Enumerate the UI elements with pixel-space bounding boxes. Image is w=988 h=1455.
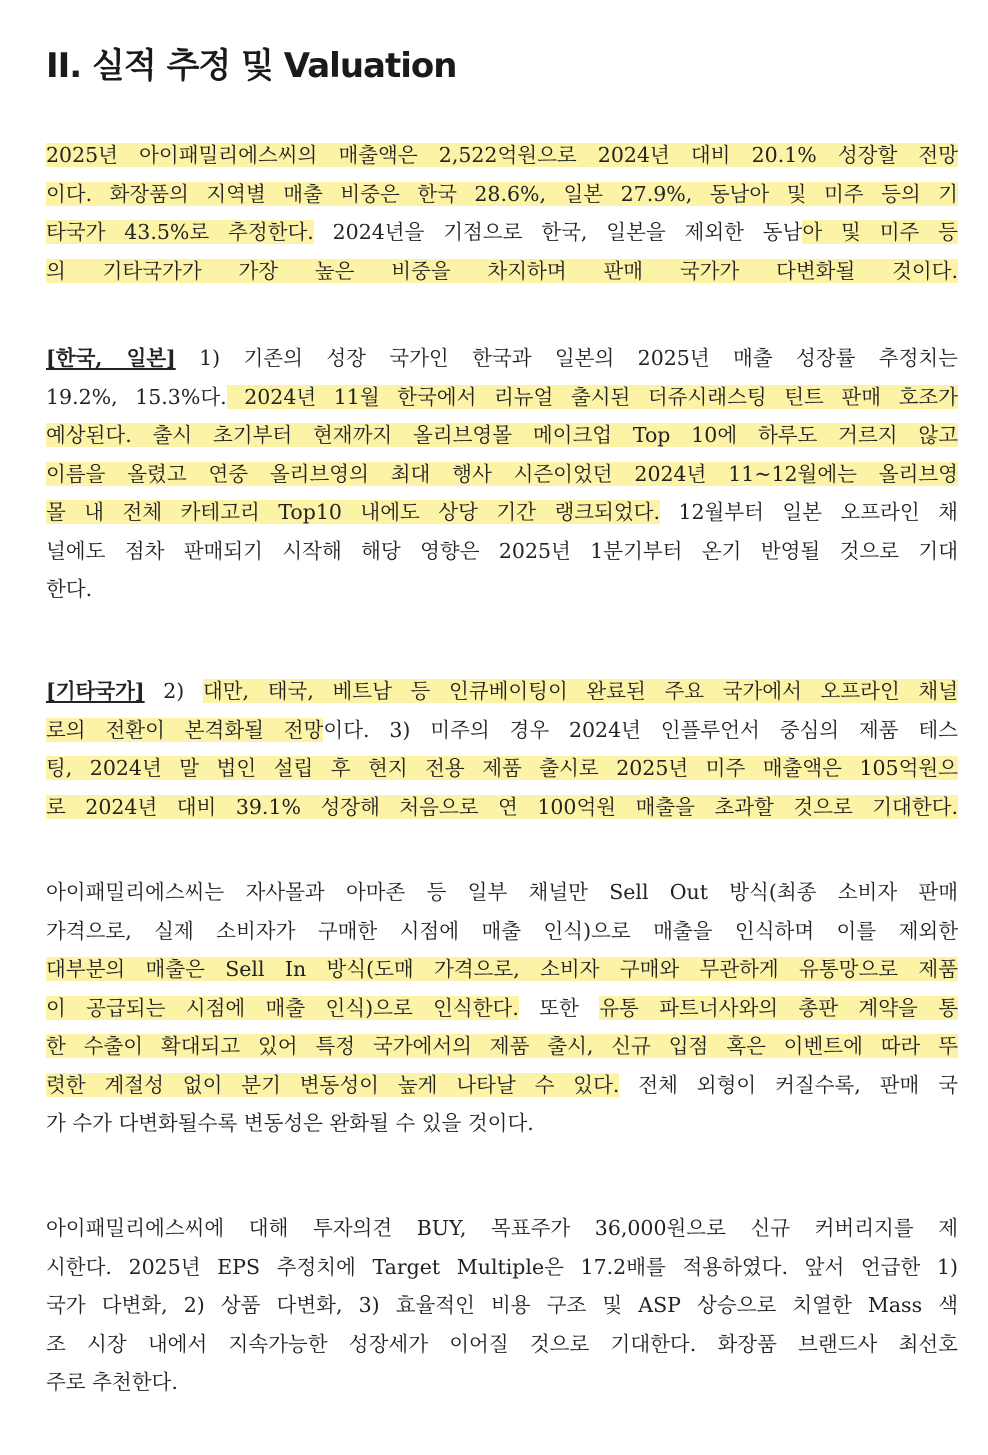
text-line <box>46 1252 958 1282</box>
highlighted-text: 2024년 11월 한국에서 리뉴얼 출시된 더쥬시래스팅 틴트 판매 호조가 <box>226 384 958 409</box>
text-line <box>46 676 958 706</box>
highlighted-text: 2025년 아이패밀리에스씨의 매출액은 2,522억원으로 2024년 대비 20.1% 성장할 전망 <box>46 143 958 167</box>
text-line <box>46 1070 958 1100</box>
text-segment: 조 시장 내에서 지속가능한 성장세가 이어질 것으로 기대한다. 화장품 브랜드사 최선호 <box>46 1331 958 1356</box>
text-line <box>46 217 958 247</box>
highlighted-text: 이 공급되는 시점에 매출 인식)으로 인식한다. <box>46 995 519 1020</box>
text-segment: 19.2%, 15.3%다. <box>46 384 227 409</box>
text-line <box>46 792 958 822</box>
text-line <box>46 715 958 745</box>
text-segment: 전체 외형이 커질수록, 판매 국 <box>619 1072 958 1097</box>
text-segment: 이다. 3) 미주의 경우 2024년 인플루언서 중심의 제품 테스 <box>323 717 958 742</box>
text-line <box>46 574 958 604</box>
text-segment: 국가 다변화, 2) 상품 다변화, 3) 효율적인 비용 구조 및 ASP 상승으로 치열한 Mass 색 <box>46 1293 958 1317</box>
section-label: [한국, 일본] <box>46 346 176 370</box>
text-segment: 아이패밀리에스씨에 대해 투자의견 BUY, 목표주가 36,000원으로 신규 커버리지를 제 <box>46 1216 958 1240</box>
highlighted-text: 한 수출이 확대되고 있어 특정 국가에서의 제품 출시, 신규 입점 혹은 이벤트에 따라 뚜 <box>46 1034 958 1058</box>
highlighted-text: 렷한 계절성 없이 분기 변동성이 높게 나타날 수 있다. <box>46 1072 620 1097</box>
highlighted-text: 팅, 2024년 말 법인 설립 후 현지 전용 제품 출시로 2025년 미주 매출액은 105억원으 <box>46 756 958 780</box>
text-line <box>46 753 958 783</box>
text-line <box>46 536 958 566</box>
text-line <box>46 993 958 1023</box>
text-segment: 1) 기존의 성장 국가인 한국과 일본의 2025년 매출 성장률 추정치는 <box>175 346 958 370</box>
section-label: [기타국가] <box>46 679 145 703</box>
text-segment: 2024년을 기점으로 한국, 일본을 제외한 동남 <box>313 220 803 244</box>
text-line <box>46 256 958 286</box>
text-line <box>46 1031 958 1061</box>
text-line <box>46 497 958 527</box>
text-line <box>46 877 958 907</box>
highlighted-text: 예상된다. 출시 초기부터 현재까지 올리브영몰 메이크업 Top 10에 하루도 거르지 않고 <box>46 423 958 447</box>
highlighted-text: 대만, 태국, 베트남 등 인큐베이팅이 완료된 주요 국가에서 오프라인 채널 <box>202 679 958 703</box>
text-line <box>46 1329 958 1359</box>
text-line <box>46 343 958 373</box>
highlighted-text: 의 기타국가가 가장 높은 비중을 차지하며 판매 국가가 다변화될 것이다. <box>46 258 958 283</box>
highlighted-text: 타국가 43.5%로 추정한다. <box>46 220 314 244</box>
text-segment: 주로 추천한다. <box>46 1370 178 1394</box>
text-segment: 12월부터 일본 오프라인 채 <box>659 500 958 524</box>
text-line <box>46 140 958 170</box>
text-line <box>46 1213 958 1243</box>
highlighted-text: 이름을 올렸고 연중 올리브영의 최대 행사 시즌이었던 2024년 11~12월에는 올리브영 <box>46 461 958 486</box>
highlighted-text: 유통 파트너사와의 총판 계약을 통 <box>599 995 958 1020</box>
section-heading: II. 실적 추정 및 Valuation <box>46 46 457 86</box>
text-segment: 시한다. 2025년 EPS 추정치에 Target Multiple은 17.2배를 적용하였다. 앞서 언급한 1) <box>46 1254 958 1279</box>
text-segment: 가 수가 다변화될수록 변동성은 완화될 수 있을 것이다. <box>46 1111 534 1135</box>
highlighted-text: 로의 전환이 본격화될 전망 <box>46 717 324 742</box>
highlighted-text: 이다. 화장품의 지역별 매출 비중은 한국 28.6%, 일본 27.9%, 동남아 및 미주 등의 기 <box>46 181 958 206</box>
text-line <box>46 1290 958 1320</box>
highlighted-text: 몰 내 전체 카테고리 Top10 내에도 상당 기간 랭크되었다. <box>46 500 660 524</box>
text-line <box>46 1108 958 1138</box>
text-line <box>46 179 958 209</box>
text-segment: 아이패밀리에스씨는 자사몰과 아마존 등 일부 채널만 Sell Out 방식(최종 소비자 판매 <box>46 880 958 904</box>
text-line <box>46 954 958 984</box>
text-segment: 2) <box>144 679 203 703</box>
text-line <box>46 916 958 946</box>
highlighted-text: 로 2024년 대비 39.1% 성장해 처음으로 연 100억원 매출을 초과할 것으로 기대한다. <box>46 794 958 819</box>
text-line <box>46 1367 958 1397</box>
text-segment: 또한 <box>518 995 600 1020</box>
highlighted-text: 아 및 미주 등 <box>802 220 958 244</box>
text-line <box>46 459 958 489</box>
text-segment: 가격으로, 실제 소비자가 구매한 시점에 매출 인식)으로 매출을 인식하며 이를 제외한 <box>46 918 958 943</box>
text-line <box>46 420 958 450</box>
text-segment: 널에도 점차 판매되기 시작해 해당 영향은 2025년 1분기부터 온기 반영될 것으로 기대 <box>46 538 958 563</box>
text-segment: 한다. <box>46 577 93 601</box>
text-line <box>46 382 958 412</box>
highlighted-text: 대부분의 매출은 Sell In 방식(도매 가격으로, 소비자 구매와 무관하게 유통망으로 제품 <box>46 957 958 981</box>
